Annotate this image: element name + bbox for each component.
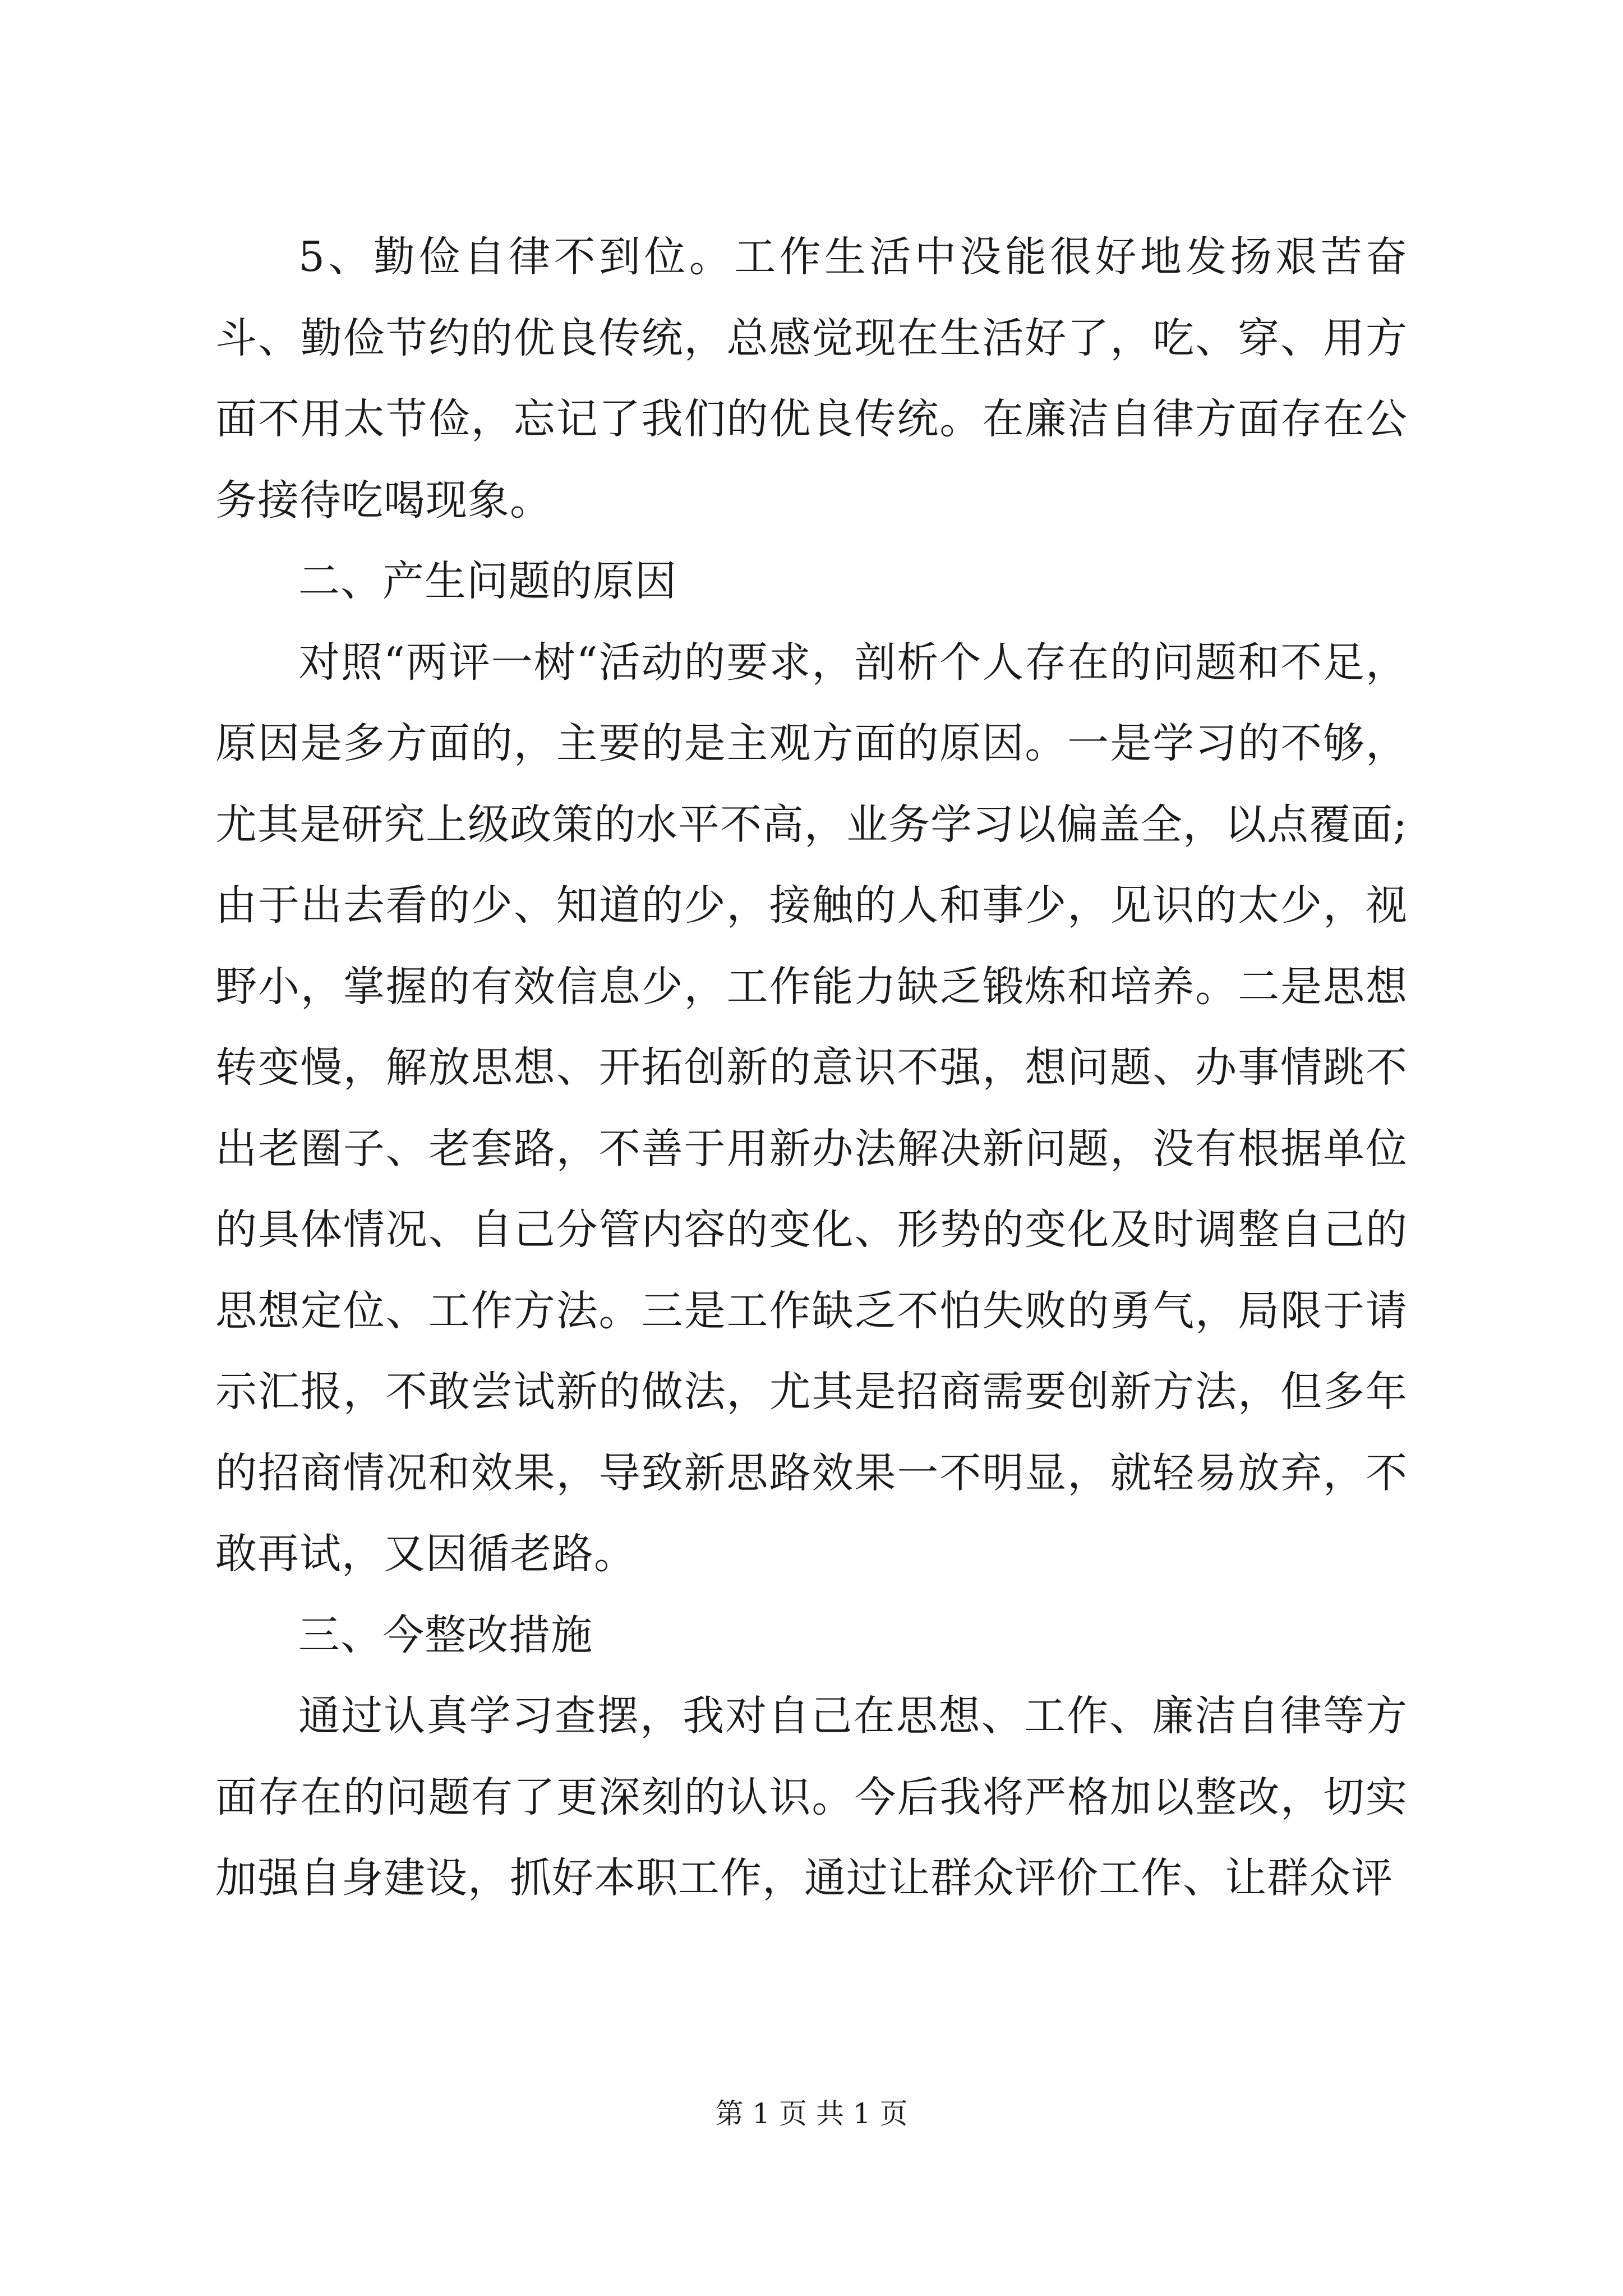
paragraph-frugality: 5、勤俭自律不到位。工作生活中没能很好地发扬艰苦奋斗、勤俭节约的优良传统，总感觉现在生活好了，吃、穿、用方面不用太节俭，忘记了我们的优良传统。在廉洁自律方面存在公务接待吃喝现象。 xyxy=(215,233,1408,524)
document-body xyxy=(215,217,1408,1919)
heading-causes: 二、产生问题的原因 xyxy=(298,557,677,605)
paragraph-causes: 对照“两评一树“活动的要求，剖析个人存在的问题和不足，原因是多方面的，主要的是主观方面的原因。一是学习的不够，尤其是研究上级政策的水平不高，业务学习以偏盖全，以点覆面;由于出去看的少、知道的少，接触的人和事少，见识的太少，视野小，掌握的有效信息少，工作能力缺乏锻炼和培养。二是思想转变慢，解放思想、开拓创新的意识不强，想问题、办事情跳不出老圈子、老套路，不善于用新办法解决新问题，没有根据单位的具体情况、自己分管内容的变化、形势的变化及时调整自己的思想定位、工作方法。三是工作缺乏不怕失败的勇气，局限于请示汇报，不敢尝试新的做法，尤其是招商需要创新方法，但多年的招商情况和效果，导致新思路效果一不明显，就轻易放弃，不敢再试，又因循老路。 xyxy=(215,638,1408,1578)
paragraph-measures: 通过认真学习查摆，我对自己在思想、工作、廉洁自律等方面存在的问题有了更深刻的认识。今后我将严格加以整改，切实加强自身建设，抓好本职工作，通过让群众评价工作、让群众评 xyxy=(215,1692,1408,1902)
page-number-footer: 第 1 页 共 1 页 xyxy=(715,2097,908,2130)
heading-measures: 三、今整改措施 xyxy=(298,1611,593,1659)
